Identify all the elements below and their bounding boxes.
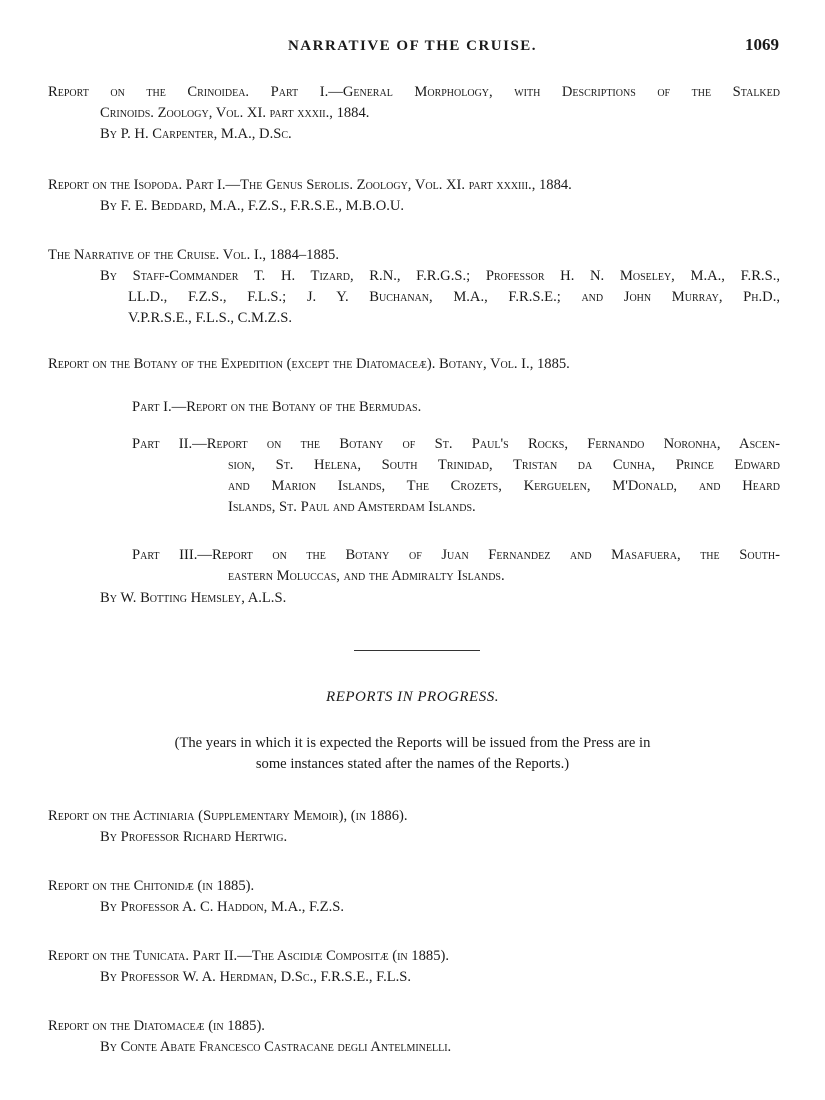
entry-title-line: Report on the Diatomaceæ (in 1885).: [48, 1018, 265, 1034]
section-divider: [354, 650, 480, 651]
progress-entry-actiniaria: [48, 806, 780, 848]
progress-entry-diatomaceae: [48, 1016, 780, 1058]
entry-author: By F. E. Beddard, M.A., F.Z.S., F.R.S.E., M.B.O.U.: [100, 198, 405, 214]
entry-crinoidea: [48, 82, 780, 145]
page-number: 1069: [745, 35, 779, 54]
part-line: Part III.—Report on the Botany of Juan Fernandez and Masafuera, the South-: [132, 547, 780, 563]
entry-title-line: Report on the Crinoidea. Part I.—General Morphology, with Descriptions of the Stalked: [48, 84, 780, 100]
entry-author: By Professor W. A. Herdman, D.Sc., F.R.S.E., F.L.S.: [100, 969, 412, 985]
entry-author: By Professor A. C. Haddon, M.A., F.Z.S.: [100, 899, 344, 915]
progress-entry-tunicata: [48, 946, 780, 988]
entry-title-line: Report on the Botany of the Expedition (except the Diatomaceæ). Botany, Vol. I., 1885.: [48, 356, 570, 372]
entry-title-line: The Narrative of the Cruise. Vol. I., 1884–1885.: [48, 247, 339, 263]
progress-entry-chitonidae: [48, 876, 780, 918]
entry-title-line: Report on the Isopoda. Part I.—The Genus Serolis. Zoology, Vol. XI. part xxxiii., 1884.: [48, 177, 572, 193]
part-line: and Marion Islands, The Crozets, Kerguelen, M'Donald, and Heard: [228, 478, 780, 494]
part-line: Part II.—Report on the Botany of St. Paul's Rocks, Fernando Noronha, Ascen-: [132, 436, 780, 452]
entry-title-line: Report on the Actiniaria (Supplementary Memoir), (in 1886).: [48, 808, 408, 824]
part-line: Part I.—Report on the Botany of the Bermudas.: [132, 399, 422, 415]
note-line: (The years in which it is expected the Reports will be issued from the Press are in: [174, 735, 651, 751]
running-title: NARRATIVE OF THE CRUISE.: [287, 38, 538, 54]
note-line: some instances stated after the names of the Reports.): [255, 756, 570, 772]
entry-author: By P. H. Carpenter, M.A., D.Sc.: [100, 126, 292, 142]
progress-note: [0, 733, 825, 775]
part-line: eastern Moluccas, and the Admiralty Islands.: [228, 568, 505, 584]
part-line: Islands, St. Paul and Amsterdam Islands.: [228, 499, 476, 515]
entry-title-line: Report on the Tunicata. Part II.—The Ascidiæ Compositæ (in 1885).: [48, 948, 449, 964]
entry-author: By W. Botting Hemsley, A.L.S.: [100, 590, 287, 606]
entry-author: By Professor Richard Hertwig.: [100, 829, 288, 845]
botany-author-block: [48, 588, 780, 609]
entry-author-line: V.P.R.S.E., F.L.S., C.M.Z.S.: [128, 310, 293, 326]
section-heading: REPORTS IN PROGRESS.: [326, 689, 499, 705]
entry-isopoda: [48, 175, 780, 217]
botany-part-2: [48, 434, 780, 518]
entry-narrative: [48, 245, 780, 329]
entry-botany: [48, 354, 780, 375]
entry-author-line: By Staff-Commander T. H. Tizard, R.N., F.R.G.S.; Professor H. N. Moseley, M.A., F.R.S.,: [100, 268, 780, 284]
entry-author-line: LL.D., F.Z.S., F.L.S.; J. Y. Buchanan, M.A., F.R.S.E.; and John Murray, Ph.D.,: [128, 289, 780, 305]
entry-title-line: Crinoids. Zoology, Vol. XI. part xxxii., 1884.: [100, 105, 370, 121]
entry-author: By Conte Abate Francesco Castracane degli Antelminelli.: [100, 1039, 452, 1055]
part-line: sion, St. Helena, South Trinidad, Tristan da Cunha, Prince Edward: [228, 457, 780, 473]
botany-part-3: [48, 545, 780, 587]
botany-part-1: [48, 397, 780, 418]
entry-title-line: Report on the Chitonidæ (in 1885).: [48, 878, 255, 894]
running-head: [0, 36, 825, 60]
